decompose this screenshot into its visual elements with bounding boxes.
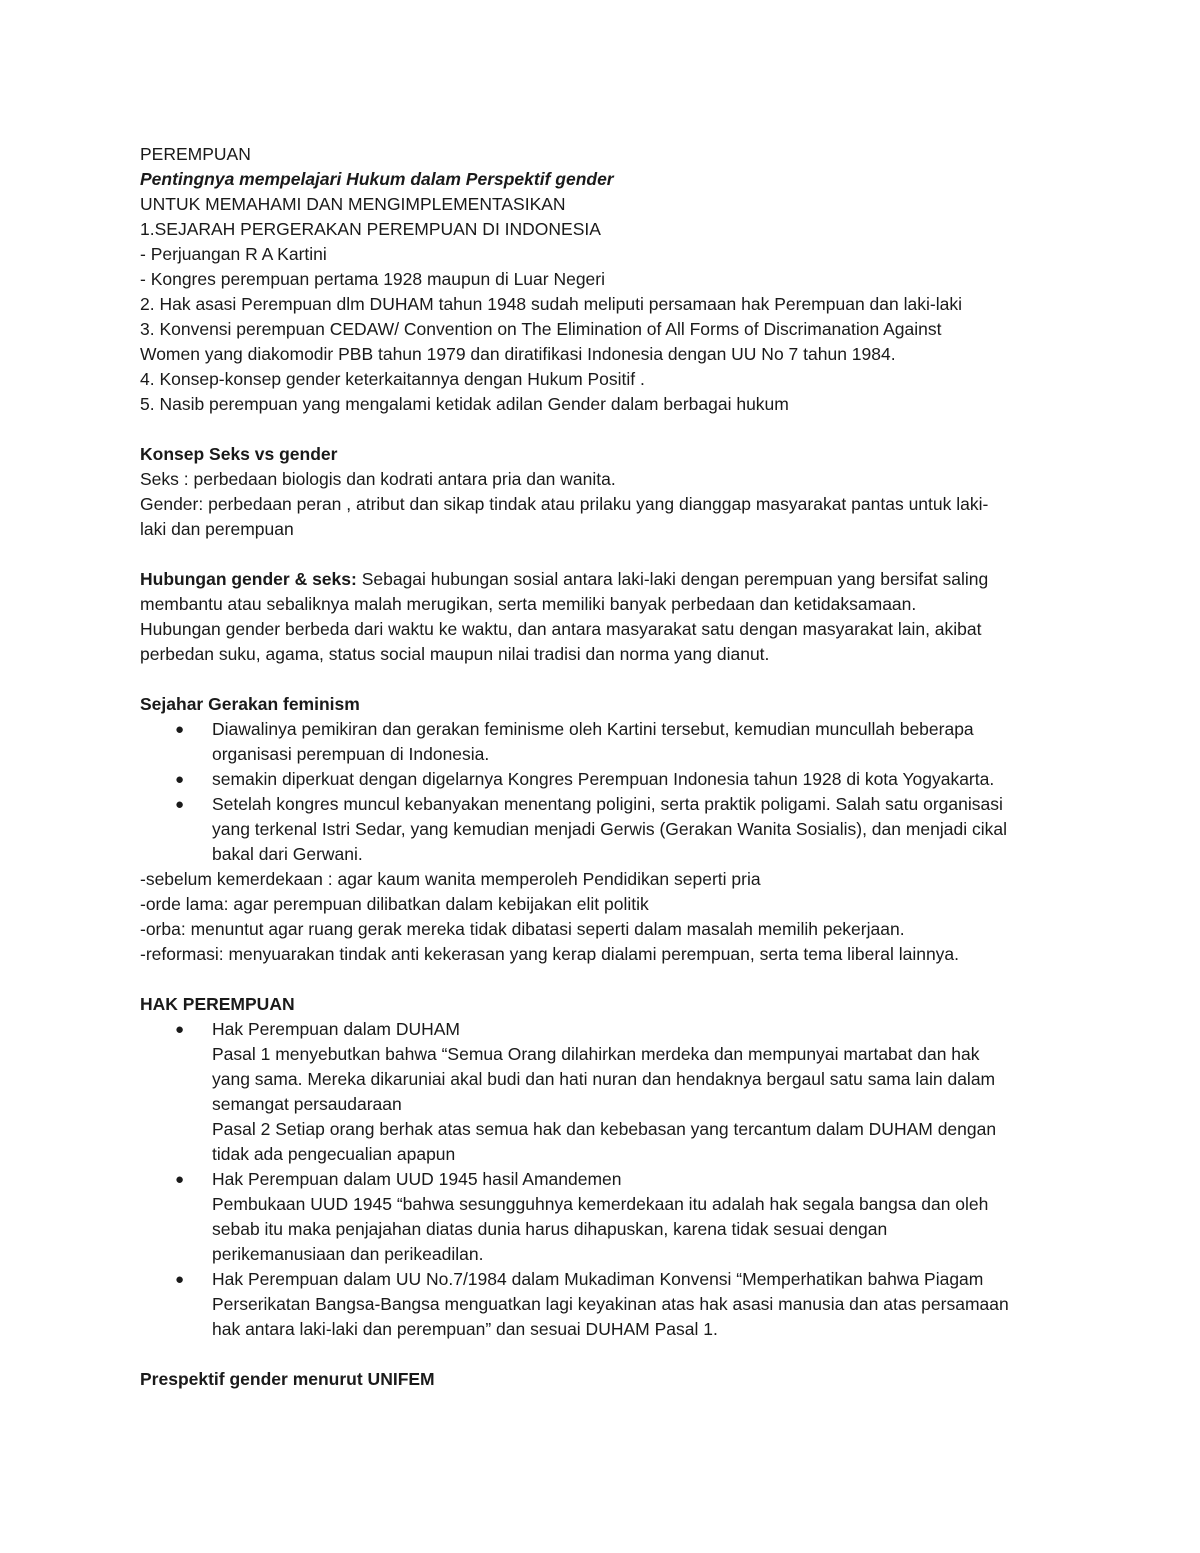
list-item-continuation: Pembukaan UUD 1945 “bahwa sesungguhnya kemerdekaan itu adalah hak segala bangsa dan oleh — [212, 1194, 989, 1214]
document-subtitle: Pentingnya mempelajari Hukum dalam Perspektif gender — [140, 169, 614, 189]
document-body — [140, 142, 1080, 1392]
list-item-text: Hak Perempuan dalam UUD 1945 hasil Amandemen — [212, 1169, 622, 1189]
intro-item-1-sub-2: - Kongres perempuan pertama 1928 maupun di Luar Negeri — [140, 269, 606, 289]
list-item-continuation: sebab itu maka penjajahan diatas dunia harus dihapuskan, karena tidak sesuai dengan — [212, 1219, 888, 1239]
list-item-text: Hak Perempuan dalam DUHAM — [212, 1019, 461, 1039]
intro-item-3-line-1: 3. Konvensi perempuan CEDAW/ Convention on The Elimination of All Forms of Discrimanation Against — [140, 319, 942, 339]
list-item-text: semakin diperkuat dengan digelarnya Kongres Perempuan Indonesia tahun 1928 di kota Yogyakarta. — [212, 769, 995, 789]
konsep-seks: Seks : perbedaan biologis dan kodrati antara pria dan wanita. — [140, 469, 616, 489]
hak-heading: HAK PEREMPUAN — [140, 994, 295, 1014]
intro-item-4: 4. Konsep-konsep gender keterkaitannya dengan Hukum Positif . — [140, 369, 645, 389]
era-reformasi: -reformasi: menyuarakan tindak anti kekerasan yang kerap dialami perempuan, serta tema liberal lainnya. — [140, 944, 960, 964]
sejarah-heading: Sejahar Gerakan feminism — [140, 694, 360, 714]
list-item-continuation: Perserikatan Bangsa-Bangsa menguatkan lagi keyakinan atas hak asasi manusia dan atas persamaan — [212, 1294, 1009, 1314]
intro-item-5: 5. Nasib perempuan yang mengalami ketidak adilan Gender dalam berbagai hukum — [140, 394, 789, 414]
list-item-continuation: organisasi perempuan di Indonesia. — [212, 744, 490, 764]
list-item-continuation: semangat persaudaraan — [212, 1094, 402, 1114]
hubungan-line-2: membantu atau sebaliknya malah merugikan, serta memiliki banyak perbedaan dan ketidaksamaan. — [140, 594, 917, 614]
intro-item-1-sub-1: - Perjuangan R A Kartini — [140, 244, 327, 264]
era-sebelum-kemerdekaan: -sebelum kemerdekaan : agar kaum wanita memperoleh Pendidikan seperti pria — [140, 869, 761, 889]
list-item-continuation: Pasal 2 Setiap orang berhak atas semua hak dan kebebasan yang tercantum dalam DUHAM dengan — [212, 1119, 997, 1139]
list-item — [140, 717, 1080, 742]
list-item — [140, 1267, 1080, 1292]
list-item — [140, 792, 1080, 817]
list-item-text: Setelah kongres muncul kebanyakan menentang poligini, serta praktik poligami. Salah satu organisasi — [212, 794, 1003, 814]
list-item-continuation: tidak ada pengecualian apapun — [212, 1144, 456, 1164]
hubungan-line-3: Hubungan gender berbeda dari waktu ke waktu, dan antara masyarakat satu dengan masyarakat lain, akibat — [140, 619, 982, 639]
era-orba: -orba: menuntut agar ruang gerak mereka tidak dibatasi seperti dalam masalah memilih pekerjaan. — [140, 919, 905, 939]
list-item-continuation: hak antara laki-laki dan perempuan” dan sesuai DUHAM Pasal 1. — [212, 1319, 718, 1339]
list-item-continuation: perikemanusiaan dan perikeadilan. — [212, 1244, 484, 1264]
hubungan-line-4: perbedan suku, agama, status social maupun nilai tradisi dan norma yang dianut. — [140, 644, 770, 664]
bullet-icon: ● — [175, 796, 185, 813]
document-title: PEREMPUAN — [140, 144, 251, 164]
konsep-heading: Konsep Seks vs gender — [140, 444, 338, 464]
bullet-icon: ● — [175, 1021, 185, 1038]
hubungan-text-1: Sebagai hubungan sosial antara laki-laki dengan perempuan yang bersifat saling — [356, 569, 989, 589]
hubungan-line-1 — [140, 567, 1080, 592]
list-item-continuation: yang terkenal Istri Sedar, yang kemudian menjadi Gerwis (Gerakan Wanita Sosialis), dan menjadi cikal — [212, 819, 1008, 839]
era-orde-lama: -orde lama: agar perempuan dilibatkan dalam kebijakan elit politik — [140, 894, 649, 914]
bullet-icon: ● — [175, 1271, 185, 1288]
list-item-continuation: yang sama. Mereka dikaruniai akal budi dan hati nuran dan hendaknya bergaul satu sama lain dalam — [212, 1069, 996, 1089]
unifem-heading: Prespektif gender menurut UNIFEM — [140, 1369, 435, 1389]
list-item — [140, 1017, 1080, 1042]
konsep-gender-line-1: Gender: perbedaan peran , atribut dan sikap tindak atau prilaku yang dianggap masyarakat pantas untuk laki- — [140, 494, 989, 514]
intro-item-3-line-2: Women yang diakomodir PBB tahun 1979 dan diratifikasi Indonesia dengan UU No 7 tahun 1984. — [140, 344, 896, 364]
list-item-continuation: bakal dari Gerwani. — [212, 844, 363, 864]
bullet-icon: ● — [175, 771, 185, 788]
sejarah-bullet-list — [140, 717, 1080, 867]
bullet-icon: ● — [175, 1171, 185, 1188]
konsep-gender-line-2: laki dan perempuan — [140, 519, 294, 539]
list-item-text: Hak Perempuan dalam UU No.7/1984 dalam Mukadiman Konvensi “Memperhatikan bahwa Piagam — [212, 1269, 984, 1289]
hak-bullet-list — [140, 1017, 1080, 1342]
list-item-text: Diawalinya pemikiran dan gerakan feminisme oleh Kartini tersebut, kemudian muncullah beberapa — [212, 719, 974, 739]
list-item — [140, 1167, 1080, 1192]
hubungan-label: Hubungan gender & seks: — [140, 569, 357, 589]
list-item-continuation: Pasal 1 menyebutkan bahwa “Semua Orang dilahirkan merdeka dan mempunyai martabat dan hak — [212, 1044, 980, 1064]
list-item — [140, 767, 1080, 792]
bullet-icon: ● — [175, 721, 185, 738]
intro-heading: UNTUK MEMAHAMI DAN MENGIMPLEMENTASIKAN — [140, 194, 566, 214]
intro-item-2: 2. Hak asasi Perempuan dlm DUHAM tahun 1948 sudah meliputi persamaan hak Perempuan dan laki-laki — [140, 294, 962, 314]
intro-item-1: 1.SEJARAH PERGERAKAN PEREMPUAN DI INDONESIA — [140, 219, 601, 239]
